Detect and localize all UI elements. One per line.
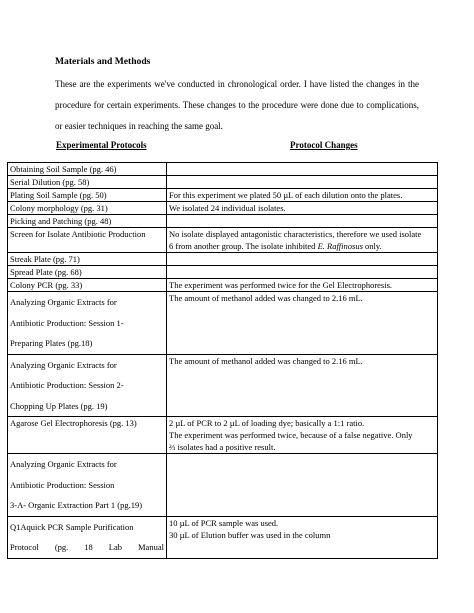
change-cell: For this experiment we plated 50 µL of each dilution onto the plates. xyxy=(167,189,438,202)
protocol-cell: Agarose Gel Electrophoresis (pg. 13) xyxy=(8,417,167,454)
change-text: only. xyxy=(362,241,382,251)
protocol-cell: Colony morphology (pg. 31) xyxy=(8,202,167,215)
change-cell: The experiment was performed twice for the Gel Electrophoresis. xyxy=(167,279,438,292)
protocol-cell xyxy=(8,516,167,558)
change-line: The experiment was performed twice, because of a false negative. Only xyxy=(169,430,413,440)
protocol-cell: Streak Plate (pg. 71) xyxy=(8,253,167,266)
protocol-cell xyxy=(8,292,167,355)
change-line: ⅔ isolates had a positive result. xyxy=(169,442,276,452)
section-heading: Materials and Methods xyxy=(55,56,151,67)
table-row xyxy=(8,176,438,189)
protocol-cell: Obtaining Soil Sample (pg. 46) xyxy=(8,163,167,176)
change-line xyxy=(169,240,435,252)
change-cell xyxy=(167,266,438,279)
table-row xyxy=(8,516,438,558)
change-cell xyxy=(167,215,438,228)
protocol-line: Analyzing Organic Extracts for xyxy=(10,459,117,469)
protocol-cell: Picking and Patching (pg. 48) xyxy=(8,215,167,228)
protocol-cell: Spread Plate (pg. 68) xyxy=(8,266,167,279)
change-cell xyxy=(167,253,438,266)
change-line: No isolate displayed antagonistic characteristics, therefore we used isolate xyxy=(169,229,422,239)
protocol-line: Q1Aquick PCR Sample Purification xyxy=(10,521,134,532)
change-cell xyxy=(167,176,438,189)
protocol-word: Protocol xyxy=(10,542,39,552)
change-cell: The amount of methanol added was changed to 2.16 mL. xyxy=(167,292,438,355)
intro-paragraph: These are the experiments we've conducted in chronological order. I have listed the changes in the procedure for certain experiments. These changes to the procedure were done due to complications, or easier techniques in reaching the same goal. xyxy=(55,79,419,131)
protocol-line: Antibiotic Production: Session 2- xyxy=(10,380,124,390)
protocol-line xyxy=(10,537,164,558)
protocol-line: Antibiotic Production: Session 1- xyxy=(10,317,124,328)
change-cell: The amount of methanol added was changed to 2.16 mL. xyxy=(167,354,438,417)
protocol-cell: Colony PCR (pg. 33) xyxy=(8,279,167,292)
table-row xyxy=(8,215,438,228)
column-header-protocols: Experimental Protocols xyxy=(56,140,147,150)
table-row xyxy=(8,454,438,517)
change-line: 10 µL of PCR sample was used. xyxy=(169,517,279,528)
change-line: 30 µL of Elution buffer was used in the column xyxy=(169,529,331,540)
change-cell xyxy=(167,228,438,253)
change-cell xyxy=(167,163,438,176)
protocol-line: Preparing Plates (pg.18) xyxy=(10,338,93,348)
change-text: 6 from another group. The isolate inhibited xyxy=(169,241,318,251)
protocol-line: Chopping Up Plates (pg. 19) xyxy=(10,400,108,411)
table-row xyxy=(8,266,438,279)
protocol-word: (pg. xyxy=(54,542,69,552)
table-row xyxy=(8,279,438,292)
table-row xyxy=(8,163,438,176)
protocol-line: Analyzing Organic Extracts for xyxy=(10,359,117,370)
change-cell xyxy=(167,417,438,454)
protocol-line: Analyzing Organic Extracts for xyxy=(10,297,117,307)
change-cell xyxy=(167,516,438,558)
protocol-cell xyxy=(8,454,167,517)
table-row xyxy=(8,354,438,417)
organism-name: E. Raffinosus xyxy=(317,241,363,251)
protocol-cell: Serial Dilution (pg. 58) xyxy=(8,176,167,189)
table-row xyxy=(8,292,438,355)
protocol-line: 3-A- Organic Extraction Part 1 (pg.19) xyxy=(10,500,143,510)
protocol-word: 18 xyxy=(84,542,93,552)
table-row xyxy=(8,253,438,266)
table-row xyxy=(8,202,438,215)
table-row xyxy=(8,189,438,202)
protocol-cell: Screen for Isolate Antibiotic Production xyxy=(8,228,167,253)
change-cell xyxy=(167,454,438,517)
table-row xyxy=(8,417,438,454)
change-line: 2 µL of PCR to 2 µL of loading dye; basically a 1:1 ratio. xyxy=(169,418,365,428)
protocol-word: Manual xyxy=(138,542,164,552)
protocol-line: Antibiotic Production: Session xyxy=(10,479,115,490)
change-cell: We isolated 24 individual isolates. xyxy=(167,202,438,215)
protocol-cell xyxy=(8,354,167,417)
protocol-table xyxy=(7,162,438,559)
protocol-word: Lab xyxy=(108,542,122,552)
column-header-changes: Protocol Changes xyxy=(290,140,358,150)
table-row xyxy=(8,228,438,253)
protocol-cell: Plating Soil Sample (pg. 50) xyxy=(8,189,167,202)
